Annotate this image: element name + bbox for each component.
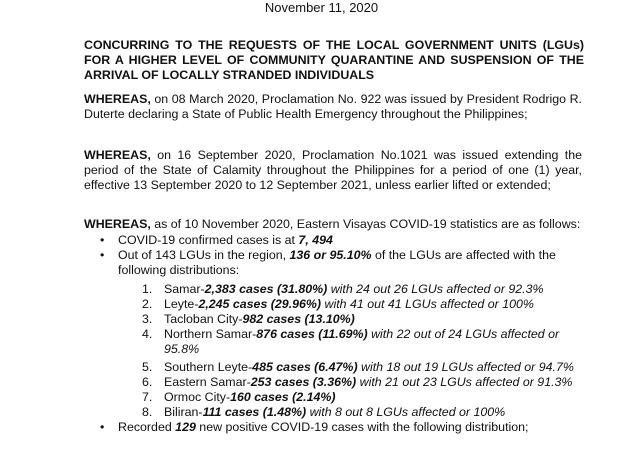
distribution-item: 6. Eastern Samar-253 cases (3.36%) with 21 out 23 LGUs affected or 91.3% (142, 375, 573, 389)
confirmed-cases-value: 7, 494 (298, 233, 333, 247)
whereas-lead: WHEREAS, (84, 148, 151, 162)
whereas-lead: WHEREAS, (84, 217, 151, 231)
distribution-item: 2. Leyte-2,245 cases (29.96%) with 41 out 41 LGUs affected or 100% (142, 297, 534, 311)
whereas-paragraph-2 (84, 148, 582, 193)
distribution-item: 5. Southern Leyte-485 cases (6.47%) with 18 out 19 LGUs affected or 94.7% (142, 360, 574, 374)
affected-lgus-value: 136 or 95.10% (289, 248, 372, 262)
whereas-paragraph-3 (84, 217, 582, 232)
distribution-item: 1. Samar-2,383 cases (31.80%) with 24 out 26 LGUs affected or 92.3% (142, 282, 544, 296)
confirmed-cases-item: • COVID-19 confirmed cases is at 7, 494 (100, 233, 582, 248)
document-title: CONCURRING TO THE REQUESTS OF THE LOCAL GOVERNMENT UNITS (LGUs) FOR A HIGHER LEVEL OF COMMUNITY QUARANTINE AND SUSPENSION OF THE ARRIVAL OF LOCALLY STRANDED INDIVIDUALS (84, 38, 584, 82)
whereas-text: on 08 March 2020, Proclamation No. 922 was issued by President Rodrigo R. Duterte declaring a State of Public Health Emergency throughout the Philippines; (84, 92, 582, 121)
document-date: November 11, 2020 (264, 0, 379, 15)
whereas-text: as of 10 November 2020, Eastern Visayas COVID-19 statistics are as follows: (150, 217, 581, 231)
new-cases-value: 129 (175, 420, 196, 434)
distribution-list (118, 282, 582, 420)
affected-lgus-item: • Out of 143 LGUs in the region, 136 or 95.10% of the LGUs are affected with the following distributions: 1. Samar-2,383 cases (31.80%) with 24 out 26 LGUs affected or 92.3% 2. Leyte-2,245 cases (29.96%) with 41 out 41 LGUs affected or 100% 3. Tacloban City-982 cases (13.10%) 4. Northern Samar-876 cases (11.69%) with 22 out of 24 LGUs affected or 95.8% 5. Southern Leyte-485 cases (6.47%) with 18 out 19 LGUs affected or 94.7% 6. Eastern Samar-253 cases (3.36%) with 21 out 23 LGUs affected or 91.3% 7. Ormoc City-160 cases (2.14%) 8. Biliran-111 cases (1.48%) with 8 out 8 LGUs affected or 100% (100, 248, 582, 420)
whereas-text: on 16 September 2020, Proclamation No.1021 was issued extending the period of the State of Calamity throughout the Philippines for a period of one (1) year, effective 13 September 2020 to 12 September 2021, unless earlier lifted or extended; (84, 148, 582, 192)
statistics-list (100, 233, 582, 435)
whereas-paragraph-1 (84, 92, 582, 122)
whereas-lead: WHEREAS, (84, 92, 151, 106)
distribution-item: 8. Biliran-111 cases (1.48%) with 8 out 8 LGUs affected or 100% (142, 405, 506, 419)
distribution-item: 3. Tacloban City-982 cases (13.10%) (142, 312, 355, 326)
distribution-item: 4. Northern Samar-876 cases (11.69%) with 22 out of 24 LGUs affected or 95.8% (142, 327, 560, 356)
distribution-item: 7. Ormoc City-160 cases (2.14%) (142, 390, 336, 404)
new-cases-item: • Recorded 129 new positive COVID-19 cases with the following distribution; (100, 420, 582, 435)
